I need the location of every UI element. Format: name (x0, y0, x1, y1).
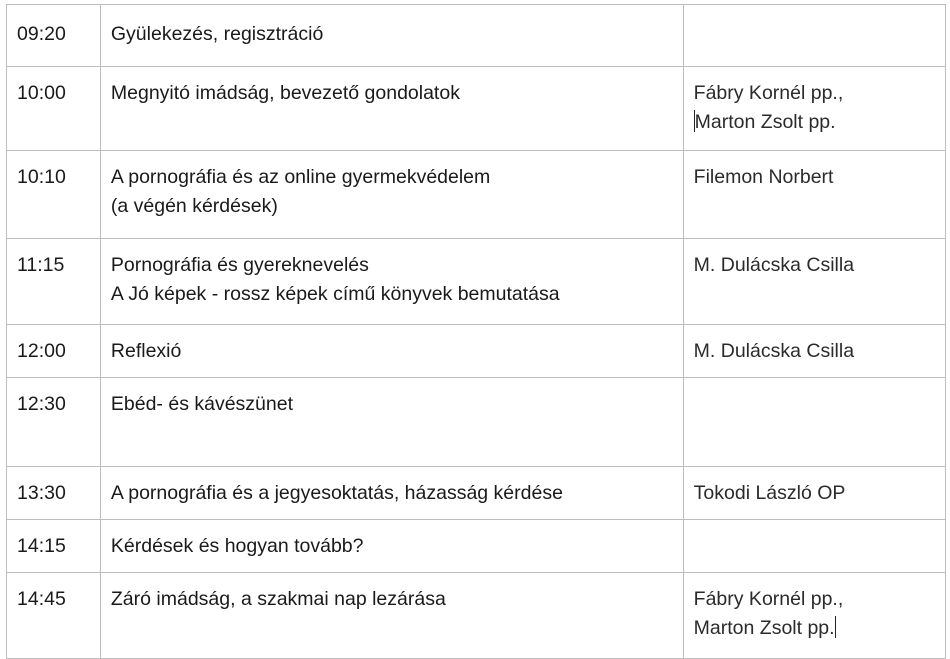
time-cell: 10:00 (7, 67, 101, 151)
speaker-cell (683, 467, 945, 520)
topic-cell (100, 467, 683, 520)
topic-cell (100, 5, 683, 67)
time-cell: 09:20 (7, 5, 101, 67)
speaker-line: M. Dulácska Csilla (693, 340, 855, 362)
table-row (7, 325, 946, 378)
topic-line: Pornográfia és gyereknevelés (110, 254, 369, 276)
topic-line: Reflexió (110, 340, 182, 362)
speaker-line: Tokodi László OP (693, 482, 846, 504)
speaker-line: Fábry Kornél pp., (693, 588, 844, 610)
speaker-cell (683, 520, 945, 573)
time-cell: 12:00 (7, 325, 101, 378)
topic-cell (100, 67, 683, 151)
table-row (7, 573, 946, 659)
topic-cell (100, 239, 683, 325)
topic-line: A pornográfia és a jegyesoktatás, házasság kérdése (110, 482, 563, 504)
topic-line: Megnyitó imádság, bevezető gondolatok (110, 82, 460, 104)
text-cursor (835, 616, 836, 638)
agenda-table (6, 4, 946, 659)
table-row (7, 151, 946, 239)
topic-cell (100, 378, 683, 467)
table-row (7, 520, 946, 573)
speaker-line-wrap (694, 108, 935, 137)
topic-line: Záró imádság, a szakmai nap lezárása (110, 588, 446, 610)
speaker-line: Marton Zsolt pp. (693, 617, 835, 639)
time-cell: 14:45 (7, 573, 101, 659)
table-row (7, 67, 946, 151)
speaker-line-wrap (694, 614, 935, 643)
speaker-cell (683, 573, 945, 659)
table-row (7, 5, 946, 67)
speaker-cell (683, 67, 945, 151)
speaker-cell (683, 5, 945, 67)
table-row (7, 239, 946, 325)
topic-cell (100, 573, 683, 659)
time-cell: 10:10 (7, 151, 101, 239)
topic-cell (100, 151, 683, 239)
topic-line: (a végén kérdések) (110, 195, 278, 217)
table-row (7, 378, 946, 467)
speaker-cell (683, 151, 945, 239)
time-cell: 14:15 (7, 520, 101, 573)
speaker-cell (683, 378, 945, 467)
speaker-line: Filemon Norbert (693, 166, 834, 188)
topic-line: Kérdések és hogyan tovább? (110, 535, 364, 557)
speaker-line: Fábry Kornél pp., (693, 82, 844, 104)
topic-line: Ebéd- és kávészünet (110, 393, 293, 415)
time-cell: 11:15 (7, 239, 101, 325)
time-cell: 13:30 (7, 467, 101, 520)
topic-cell (100, 520, 683, 573)
table-row (7, 467, 946, 520)
topic-line: A pornográfia és az online gyermekvédelem (110, 166, 491, 188)
topic-line: Gyülekezés, regisztráció (110, 23, 324, 45)
topic-cell (100, 325, 683, 378)
time-cell: 12:30 (7, 378, 101, 467)
speaker-line: Marton Zsolt pp. (694, 111, 836, 133)
speaker-line: M. Dulácska Csilla (693, 254, 855, 276)
speaker-cell (683, 325, 945, 378)
speaker-cell (683, 239, 945, 325)
topic-line: A Jó képek - rossz képek című könyvek bemutatása (110, 283, 560, 305)
